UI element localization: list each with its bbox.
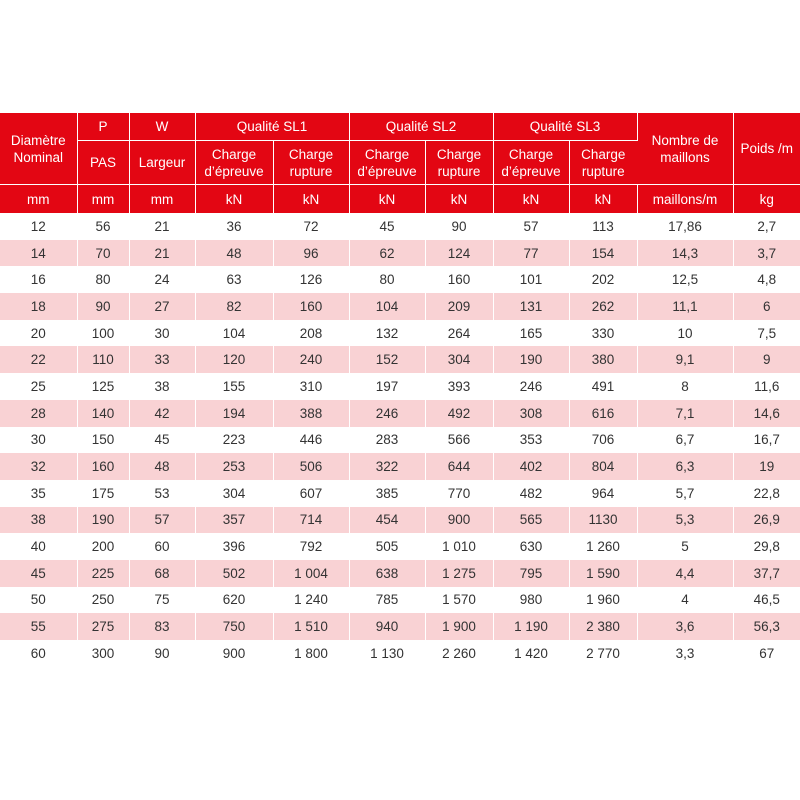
table-row xyxy=(0,507,800,534)
header-largeur: Largeur xyxy=(129,141,195,185)
unit-cell: kN xyxy=(273,185,349,214)
table-cell: 120 xyxy=(195,346,273,373)
table-cell: 1 800 xyxy=(273,640,349,667)
header-qualite-sl3: Qualité SL3 xyxy=(493,113,637,141)
table-cell: 304 xyxy=(425,346,493,373)
table-cell: 90 xyxy=(77,293,129,320)
table-row xyxy=(0,613,800,640)
table-cell: 42 xyxy=(129,400,195,427)
header-sl3-charge-rupture: Charge rupture xyxy=(569,141,637,185)
header-poids: Poids /m xyxy=(733,113,800,185)
table-cell: 482 xyxy=(493,480,569,507)
table-cell: 90 xyxy=(425,213,493,240)
table-cell: 208 xyxy=(273,320,349,347)
table-cell: 12,5 xyxy=(637,266,733,293)
table-cell: 1 960 xyxy=(569,587,637,614)
table-cell: 506 xyxy=(273,453,349,480)
table-row xyxy=(0,213,800,240)
table-cell: 38 xyxy=(129,373,195,400)
table-cell: 964 xyxy=(569,480,637,507)
table-cell: 353 xyxy=(493,427,569,454)
table-cell: 155 xyxy=(195,373,273,400)
table-cell: 1 570 xyxy=(425,587,493,614)
table-cell: 1 510 xyxy=(273,613,349,640)
table-cell: 100 xyxy=(77,320,129,347)
table-cell: 190 xyxy=(77,507,129,534)
table-cell: 6 xyxy=(733,293,800,320)
table-cell: 48 xyxy=(195,240,273,267)
table-cell: 21 xyxy=(129,213,195,240)
table-cell: 80 xyxy=(349,266,425,293)
table-cell: 11,6 xyxy=(733,373,800,400)
table-cell: 4,8 xyxy=(733,266,800,293)
table-cell: 4 xyxy=(637,587,733,614)
table-cell: 57 xyxy=(129,507,195,534)
table-cell: 1 004 xyxy=(273,560,349,587)
header-w: W xyxy=(129,113,195,141)
table-cell: 20 xyxy=(0,320,77,347)
table-cell: 275 xyxy=(77,613,129,640)
table-row xyxy=(0,480,800,507)
table-cell: 330 xyxy=(569,320,637,347)
table-cell: 16,7 xyxy=(733,427,800,454)
unit-cell: kN xyxy=(195,185,273,214)
table-cell: 253 xyxy=(195,453,273,480)
table-cell: 980 xyxy=(493,587,569,614)
unit-cell: mm xyxy=(77,185,129,214)
table-cell: 900 xyxy=(195,640,273,667)
table-cell: 446 xyxy=(273,427,349,454)
table-cell: 14,6 xyxy=(733,400,800,427)
table-cell: 502 xyxy=(195,560,273,587)
table-cell: 1 590 xyxy=(569,560,637,587)
table-cell: 940 xyxy=(349,613,425,640)
table-row xyxy=(0,427,800,454)
table-cell: 17,86 xyxy=(637,213,733,240)
table-cell: 30 xyxy=(0,427,77,454)
table-cell: 6,3 xyxy=(637,453,733,480)
table-cell: 202 xyxy=(569,266,637,293)
table-cell: 68 xyxy=(129,560,195,587)
table-cell: 2 380 xyxy=(569,613,637,640)
table-cell: 380 xyxy=(569,346,637,373)
table-cell: 750 xyxy=(195,613,273,640)
header-nombre-maillons: Nombre de maillons xyxy=(637,113,733,185)
table-cell: 46,5 xyxy=(733,587,800,614)
table-cell: 18 xyxy=(0,293,77,320)
table-cell: 1 130 xyxy=(349,640,425,667)
table-cell: 50 xyxy=(0,587,77,614)
table-cell: 9 xyxy=(733,346,800,373)
header-pas: PAS xyxy=(77,141,129,185)
table-cell: 322 xyxy=(349,453,425,480)
table-cell: 5,7 xyxy=(637,480,733,507)
chain-spec-table xyxy=(0,113,800,667)
table-cell: 223 xyxy=(195,427,273,454)
table-cell: 900 xyxy=(425,507,493,534)
table-row xyxy=(0,533,800,560)
table-cell: 154 xyxy=(569,240,637,267)
table-cell: 110 xyxy=(77,346,129,373)
table-cell: 396 xyxy=(195,533,273,560)
table-cell: 1 420 xyxy=(493,640,569,667)
table-cell: 262 xyxy=(569,293,637,320)
table-cell: 160 xyxy=(425,266,493,293)
table-cell: 402 xyxy=(493,453,569,480)
table-cell: 1 190 xyxy=(493,613,569,640)
table-cell: 200 xyxy=(77,533,129,560)
table-cell: 33 xyxy=(129,346,195,373)
table-cell: 644 xyxy=(425,453,493,480)
table-cell: 67 xyxy=(733,640,800,667)
units-row xyxy=(0,185,800,214)
table-cell: 30 xyxy=(129,320,195,347)
table-cell: 152 xyxy=(349,346,425,373)
table-cell: 27 xyxy=(129,293,195,320)
table-cell: 1 275 xyxy=(425,560,493,587)
table-cell: 8 xyxy=(637,373,733,400)
table-cell: 55 xyxy=(0,613,77,640)
header-sl2-charge-rupture: Charge rupture xyxy=(425,141,493,185)
table-row xyxy=(0,587,800,614)
table-cell: 638 xyxy=(349,560,425,587)
table-cell: 45 xyxy=(129,427,195,454)
table-cell: 1 900 xyxy=(425,613,493,640)
table-cell: 126 xyxy=(273,266,349,293)
table-cell: 96 xyxy=(273,240,349,267)
table-cell: 616 xyxy=(569,400,637,427)
table-row xyxy=(0,320,800,347)
table-cell: 454 xyxy=(349,507,425,534)
table-cell: 491 xyxy=(569,373,637,400)
table-cell: 264 xyxy=(425,320,493,347)
table-cell: 14,3 xyxy=(637,240,733,267)
table-row xyxy=(0,373,800,400)
table-cell: 75 xyxy=(129,587,195,614)
table-cell: 357 xyxy=(195,507,273,534)
table-cell: 770 xyxy=(425,480,493,507)
table-cell: 5,3 xyxy=(637,507,733,534)
table-cell: 113 xyxy=(569,213,637,240)
table-cell: 197 xyxy=(349,373,425,400)
table-cell: 37,7 xyxy=(733,560,800,587)
table-row xyxy=(0,240,800,267)
table-cell: 2 770 xyxy=(569,640,637,667)
table-cell: 57 xyxy=(493,213,569,240)
table-cell: 22 xyxy=(0,346,77,373)
table-cell: 2,7 xyxy=(733,213,800,240)
table-cell: 3,6 xyxy=(637,613,733,640)
table-cell: 792 xyxy=(273,533,349,560)
header-qualite-sl2: Qualité SL2 xyxy=(349,113,493,141)
table-cell: 7,5 xyxy=(733,320,800,347)
table-cell: 36 xyxy=(195,213,273,240)
table-cell: 190 xyxy=(493,346,569,373)
table-cell: 9,1 xyxy=(637,346,733,373)
table-cell: 607 xyxy=(273,480,349,507)
table-cell: 5 xyxy=(637,533,733,560)
table-cell: 308 xyxy=(493,400,569,427)
table-cell: 194 xyxy=(195,400,273,427)
header-sl1-charge-epreuve: Charge d’épreuve xyxy=(195,141,273,185)
table-row xyxy=(0,346,800,373)
table-cell: 72 xyxy=(273,213,349,240)
table-cell: 45 xyxy=(349,213,425,240)
header-row-1 xyxy=(0,113,800,141)
table-cell: 56,3 xyxy=(733,613,800,640)
table-cell: 565 xyxy=(493,507,569,534)
table-cell: 209 xyxy=(425,293,493,320)
table-cell: 795 xyxy=(493,560,569,587)
table-cell: 82 xyxy=(195,293,273,320)
table-cell: 620 xyxy=(195,587,273,614)
table-cell: 125 xyxy=(77,373,129,400)
table-cell: 283 xyxy=(349,427,425,454)
table-cell: 310 xyxy=(273,373,349,400)
unit-cell: kg xyxy=(733,185,800,214)
table-cell: 35 xyxy=(0,480,77,507)
table-cell: 7,1 xyxy=(637,400,733,427)
table-cell: 706 xyxy=(569,427,637,454)
table-row xyxy=(0,400,800,427)
header-sl3-charge-epreuve: Charge d’épreuve xyxy=(493,141,569,185)
table-cell: 14 xyxy=(0,240,77,267)
table-cell: 175 xyxy=(77,480,129,507)
table-cell: 1 010 xyxy=(425,533,493,560)
table-cell: 60 xyxy=(129,533,195,560)
table-cell: 101 xyxy=(493,266,569,293)
table-cell: 45 xyxy=(0,560,77,587)
unit-cell: mm xyxy=(129,185,195,214)
header-qualite-sl1: Qualité SL1 xyxy=(195,113,349,141)
table-cell: 393 xyxy=(425,373,493,400)
table-cell: 6,7 xyxy=(637,427,733,454)
table-cell: 2 260 xyxy=(425,640,493,667)
table-cell: 83 xyxy=(129,613,195,640)
table-cell: 388 xyxy=(273,400,349,427)
table-cell: 29,8 xyxy=(733,533,800,560)
table-cell: 131 xyxy=(493,293,569,320)
table-cell: 10 xyxy=(637,320,733,347)
table-cell: 385 xyxy=(349,480,425,507)
unit-cell: kN xyxy=(569,185,637,214)
table-cell: 80 xyxy=(77,266,129,293)
table-row xyxy=(0,266,800,293)
table-cell: 630 xyxy=(493,533,569,560)
unit-cell: kN xyxy=(349,185,425,214)
table-cell: 250 xyxy=(77,587,129,614)
table-cell: 165 xyxy=(493,320,569,347)
table-cell: 304 xyxy=(195,480,273,507)
table-cell: 804 xyxy=(569,453,637,480)
chain-spec-table-container xyxy=(0,113,800,667)
table-cell: 104 xyxy=(195,320,273,347)
table-cell: 300 xyxy=(77,640,129,667)
table-cell: 11,1 xyxy=(637,293,733,320)
table-cell: 22,8 xyxy=(733,480,800,507)
table-cell: 1130 xyxy=(569,507,637,534)
table-cell: 3,7 xyxy=(733,240,800,267)
table-cell: 32 xyxy=(0,453,77,480)
table-row xyxy=(0,293,800,320)
table-cell: 16 xyxy=(0,266,77,293)
header-diametre-nominal: Diamètre Nominal xyxy=(0,113,77,185)
table-cell: 132 xyxy=(349,320,425,347)
header-sl1-charge-rupture: Charge rupture xyxy=(273,141,349,185)
table-cell: 1 240 xyxy=(273,587,349,614)
table-cell: 77 xyxy=(493,240,569,267)
table-cell: 246 xyxy=(493,373,569,400)
table-cell: 25 xyxy=(0,373,77,400)
table-cell: 4,4 xyxy=(637,560,733,587)
header-sl2-charge-epreuve: Charge d’épreuve xyxy=(349,141,425,185)
table-cell: 140 xyxy=(77,400,129,427)
table-cell: 40 xyxy=(0,533,77,560)
table-cell: 150 xyxy=(77,427,129,454)
table-cell: 56 xyxy=(77,213,129,240)
table-body xyxy=(0,213,800,667)
table-cell: 104 xyxy=(349,293,425,320)
table-cell: 26,9 xyxy=(733,507,800,534)
table-cell: 21 xyxy=(129,240,195,267)
table-row xyxy=(0,453,800,480)
table-cell: 12 xyxy=(0,213,77,240)
table-cell: 63 xyxy=(195,266,273,293)
table-cell: 505 xyxy=(349,533,425,560)
table-cell: 492 xyxy=(425,400,493,427)
table-cell: 19 xyxy=(733,453,800,480)
table-cell: 225 xyxy=(77,560,129,587)
table-cell: 240 xyxy=(273,346,349,373)
table-cell: 1 260 xyxy=(569,533,637,560)
table-cell: 124 xyxy=(425,240,493,267)
table-cell: 90 xyxy=(129,640,195,667)
table-cell: 53 xyxy=(129,480,195,507)
table-row xyxy=(0,560,800,587)
table-cell: 38 xyxy=(0,507,77,534)
table-cell: 714 xyxy=(273,507,349,534)
header-p: P xyxy=(77,113,129,141)
table-cell: 28 xyxy=(0,400,77,427)
table-cell: 70 xyxy=(77,240,129,267)
table-header xyxy=(0,113,800,213)
table-cell: 62 xyxy=(349,240,425,267)
unit-cell: kN xyxy=(425,185,493,214)
table-cell: 160 xyxy=(77,453,129,480)
table-cell: 60 xyxy=(0,640,77,667)
table-row xyxy=(0,640,800,667)
table-cell: 785 xyxy=(349,587,425,614)
table-cell: 3,3 xyxy=(637,640,733,667)
table-cell: 24 xyxy=(129,266,195,293)
table-cell: 566 xyxy=(425,427,493,454)
unit-cell: mm xyxy=(0,185,77,214)
unit-cell: maillons/m xyxy=(637,185,733,214)
table-cell: 246 xyxy=(349,400,425,427)
unit-cell: kN xyxy=(493,185,569,214)
table-cell: 48 xyxy=(129,453,195,480)
table-cell: 160 xyxy=(273,293,349,320)
